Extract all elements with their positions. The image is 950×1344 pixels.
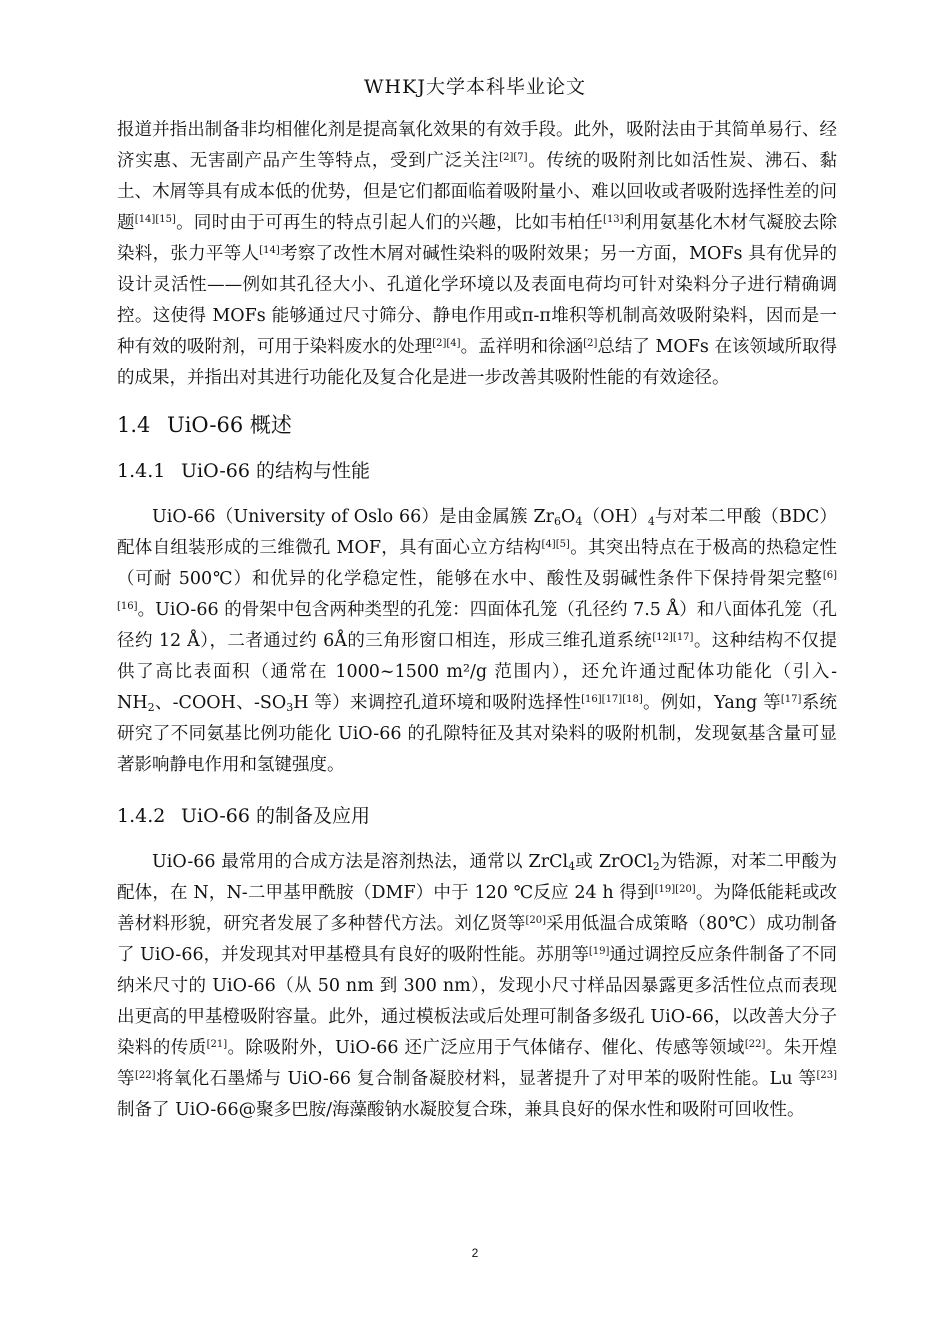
subscript: 4 [575,515,583,528]
citation: [14][15] [134,214,176,225]
text-run: 。除吸附外，UiO-66 还广泛应用于气体储存、催化、传感等领域 [227,1038,745,1058]
section-title: UiO-66 概述 [167,413,292,437]
section-heading-1-4-2 [117,801,837,831]
text-run: UiO-66（University of Oslo 66）是由金属簇 Zr [152,507,554,527]
citation: [17] [780,694,802,705]
text-run: 。为降低能耗或改善材料形貌，研究者发展了多种替代方法。刘亿贤等 [117,883,837,934]
citation: [20] [525,915,547,926]
section-heading-1-4 [117,410,837,440]
text-run: 制备了 UiO-66@聚多巴胺/海藻酸钠水凝胶复合珠，兼具良好的保水性和吸附可回收性。 [117,1100,805,1120]
page-number: 2 [471,1246,479,1260]
body-text [117,115,837,1126]
text-run: 系统研究了不同氨基比例功能化 UiO-66 的孔隙特征及其对染料的吸附机制，发现氨基含量可显著影响静电作用和氢键强度。 [117,693,838,775]
subscript: 4 [568,860,576,873]
text-run: 、-COOH、-SO [154,693,287,713]
text-run: 报道并指出制备非均相催化剂是提高氧化效果的有效手段。此外，吸附法由于其简单易行、经济实惠、无害副产品产生等特点，受到广泛关注 [117,120,837,171]
section-number: 1.4.2 [117,805,166,827]
text-run: 。朱开煌等 [117,1038,838,1089]
text-run: 。其突出特点在于极高的热稳定性（可耐 500℃）和优异的化学稳定性，能够在水中、酸性及弱碱性条件下保持骨架完整 [117,538,837,589]
citation: [4][5] [541,539,570,550]
citation: [22] [744,1039,766,1050]
text-run: （OH） [582,507,648,527]
subscript: 3 [286,701,294,714]
text-run: 将氧化石墨烯与 UiO-66 复合制备凝胶材料，显著提升了对甲苯的吸附性能。Lu 等 [155,1069,817,1089]
text-run: 。孟祥明和徐涵 [460,337,584,357]
citation: [2] [583,338,598,349]
citation: [19][20] [654,884,696,895]
citation: [21] [206,1039,228,1050]
paragraph-structure [117,502,837,781]
text-run: 为锆源，对苯二甲酸为配体，在 N，N-二甲基甲酰胺（DMF）中于 120 ℃反应 24 h 得到 [117,852,838,903]
text-run: 。UiO-66 的骨架中包含两种类型的孔笼：四面体孔笼（孔径约 7.5 Å）和八面体孔笼（孔径约 12 Å），二者通过约 6Å的三角形窗口相连，形成三维孔道系统 [117,600,837,651]
citation: [2][7] [499,152,528,163]
citation: [19] [588,946,610,957]
section-title: UiO-66 的结构与性能 [181,460,370,482]
citation: [23] [816,1070,838,1081]
running-header: WHKJ大学本科毕业论文 [364,76,586,98]
paragraph-adsorption-intro [117,115,837,394]
text-run: 。例如，Yang 等 [642,693,781,713]
text-run: 考察了改性木屑对碱性染料的吸附效果；另一方面，MOFs 具有优异的设计灵活性——例如其孔径大小、孔道化学环境以及表面电荷均可针对染料分子进行精确调控。这使得 MOFs 能够通过尺寸筛分、静电作用或π-π堆积等机制高效吸附染料，因而是一种有效的吸附剂，可用于染料废水的处理 [117,244,838,357]
citation: [22] [134,1070,156,1081]
text-run: O [561,507,576,527]
section-number: 1.4.1 [117,460,166,482]
subscript: 2 [652,860,660,873]
text-run: 或 ZrOCl [575,852,653,872]
subscript: 6 [554,515,561,528]
paragraph-synthesis [117,847,837,1126]
citation: [2][4] [432,338,461,349]
section-number: 1.4 [117,413,151,437]
citation: [16][17][18] [581,694,643,705]
text-run: 与对苯二甲酸（BDC）配体自组装形成的三维微孔 MOF，具有面心立方结构 [117,507,837,558]
text-run: 总结了 MOFs 在该领域所取得的成果，并指出对其进行功能化及复合化是进一步改善其吸附性能的有效途径。 [117,337,838,388]
subscript: 4 [647,515,655,528]
subscript: 2 [147,701,155,714]
text-run: H 等）来调控孔道环境和吸附选择性 [293,693,582,713]
citation: [12][17] [652,632,694,643]
text-run: 。这种结构不仅提供了高比表面积（通常在 1000~1500 m²/g 范围内），还允许通过配体功能化（引入-NH [117,631,838,713]
text-run: 采用低温合成策略（80℃）成功制备了 UiO-66，并发现其对甲基橙具有良好的吸附性能。苏朋等 [117,914,838,965]
text-run: UiO-66 最常用的合成方法是溶剂热法，通常以 ZrCl [152,852,569,872]
section-title: UiO-66 的制备及应用 [181,805,370,827]
text-run: 。同时由于可再生的特点引起人们的兴趣，比如韦柏任 [175,213,604,233]
text-run: 。传统的吸附剂比如活性炭、沸石、黏土、木屑等具有成本低的优势，但是它们都面临着吸附量小、难以回收或者吸附选择性差的问题 [117,151,838,233]
citation: [13] [603,214,624,225]
section-heading-1-4-1 [117,456,837,486]
text-run: 利用氨基化木材气凝胶去除染料，张力平等人 [117,213,838,264]
text-run: 通过调控反应条件制备了不同纳米尺寸的 UiO-66（从 50 nm 到 300 nm），发现小尺寸样品因暴露更多活性位点而表现出更高的甲基橙吸附容量。此外，通过模板法或后处理可制备多级孔 UiO-66，以改善大分子染料的传质 [117,945,838,1058]
citation: [14] [259,245,280,256]
citation: [6][16] [117,570,837,612]
